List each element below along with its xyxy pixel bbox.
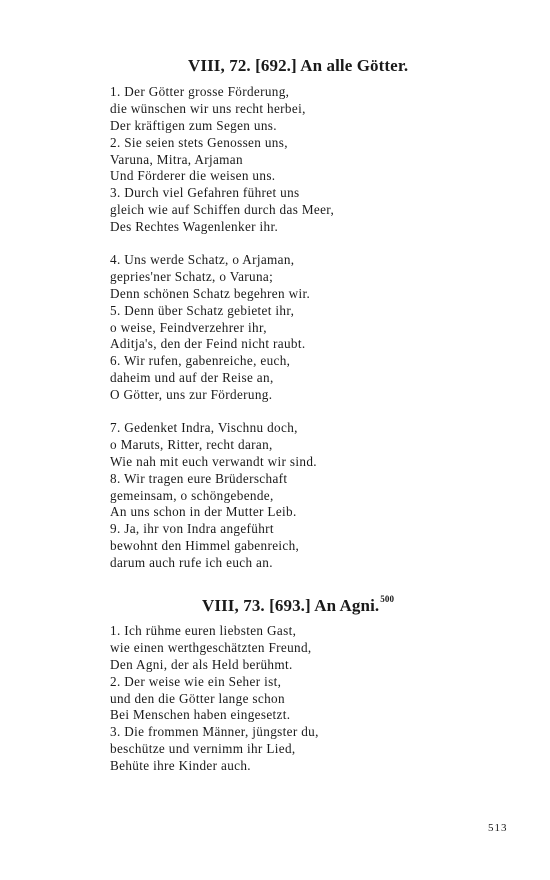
footnote-reference: 500 <box>380 594 395 604</box>
verse-line: 3. Die frommen Männer, jüngster du, <box>110 724 319 740</box>
hymn-title <box>202 594 394 616</box>
verse-line: Wie nah mit euch verwandt wir sind. <box>110 453 317 469</box>
verse-line: darum auch rufe ich euch an. <box>110 555 273 571</box>
verse-line: wie einen werthgeschätzten Freund, <box>110 639 312 655</box>
hymn-title-text: VIII, 73. [693.] An Agni. <box>202 596 380 615</box>
stanza-group <box>110 623 319 775</box>
verse-line: 7. Gedenket Indra, Vischnu doch, <box>110 420 298 435</box>
verse-line: An uns schon in der Mutter Leib. <box>110 504 297 520</box>
verse-line: und den die Götter lange schon <box>110 690 285 706</box>
verse-line: 2. Der weise wie ein Seher ist, <box>110 673 282 689</box>
verse-line: 5. Denn über Schatz gebietet ihr, <box>110 302 295 318</box>
verse-line: Der kräftigen zum Segen uns. <box>110 117 277 133</box>
verse-line: Bei Menschen haben eingesetzt. <box>110 707 291 723</box>
verse-line: 3. Durch viel Gefahren führet uns <box>110 185 300 201</box>
verse-line: Den Agni, der als Held berühmt. <box>110 656 293 672</box>
verse-line: 9. Ja, ihr von Indra angeführt <box>110 521 274 537</box>
stanza-group <box>110 84 334 236</box>
verse-line: 2. Sie seien stets Genossen uns, <box>110 134 288 150</box>
verse-line: Behüte ihre Kinder auch. <box>110 758 251 774</box>
page-number: 513 <box>488 822 508 834</box>
verse-line: Des Rechtes Wagenlenker ihr. <box>110 219 279 235</box>
verse-line: 4. Uns werde Schatz, o Arjaman, <box>110 252 295 267</box>
verse-line: gemeinsam, o schöngebende, <box>110 487 274 503</box>
verse-line: Und Förderer die weisen uns. <box>110 168 276 184</box>
verse-line: 8. Wir tragen eure Brüderschaft <box>110 470 288 486</box>
verse-line: o weise, Feindverzehrer ihr, <box>110 319 267 335</box>
verse-line: die wünschen wir uns recht herbei, <box>110 100 306 116</box>
verse-line: o Maruts, Ritter, recht daran, <box>110 436 273 452</box>
verse-line: gepries'ner Schatz, o Varuna; <box>110 268 274 284</box>
verse-line: 1. Der Götter grosse Förderung, <box>110 84 290 99</box>
verse-line: Varuna, Mitra, Arjaman <box>110 151 243 167</box>
verse-line: gleich wie auf Schiffen durch das Meer, <box>110 202 335 218</box>
verse-line: Denn schönen Schatz begehren wir. <box>110 285 311 301</box>
verse-line: beschütze und vernimm ihr Lied, <box>110 741 296 757</box>
verse-line: bewohnt den Himmel gabenreich, <box>110 538 300 554</box>
verse-line: O Götter, uns zur Förderung. <box>110 387 273 403</box>
verse-line: 1. Ich rühme euren liebsten Gast, <box>110 623 297 638</box>
stanza-group <box>110 420 317 572</box>
verse-line: 6. Wir rufen, gabenreiche, euch, <box>110 353 291 369</box>
verse-line: Aditja's, den der Feind nicht raubt. <box>110 336 306 352</box>
verse-line: daheim und auf der Reise an, <box>110 370 274 386</box>
stanza-group <box>110 252 310 404</box>
hymn-title: VIII, 72. [692.] An alle Götter. <box>188 56 409 75</box>
